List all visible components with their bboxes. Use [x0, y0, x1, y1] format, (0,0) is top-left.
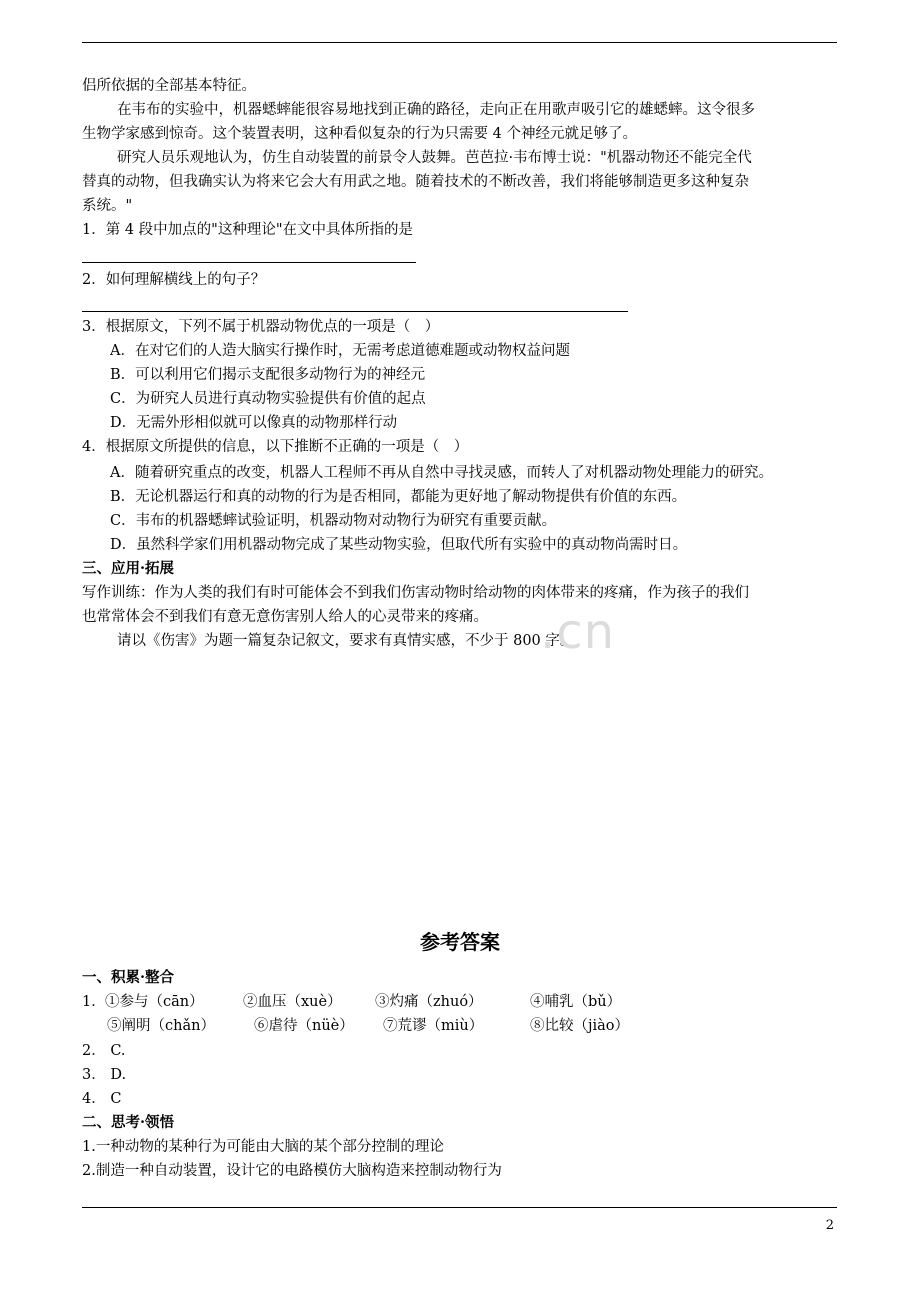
- section-3-heading: 三、应用·拓展: [82, 560, 175, 577]
- answer-b2: 2.制造一种自动装置，设计它的电路模仿大脑构造来控制动物行为: [82, 1163, 502, 1179]
- question-3-option-d: D．无需外形相似就可以像真的动物那样行动: [110, 415, 398, 431]
- answer-2: 2． C.: [82, 1043, 126, 1059]
- answer-3: 3． D.: [82, 1067, 127, 1083]
- question-3-stem: 3．根据原文，下列不属于机器动物优点的一项是（ ）: [82, 319, 440, 335]
- pinyin-item: ①参与（cān）: [105, 994, 204, 1010]
- question-3-option-a: A．在对它们的人造大脑实行操作时，无需考虑道德难题或动物权益问题: [110, 343, 570, 359]
- footer-rule: [82, 1207, 837, 1208]
- watermark: .cn: [540, 604, 616, 660]
- answer-4: 4． C: [82, 1091, 122, 1107]
- question-3-option-c: C．为研究人员进行真动物实验提供有价值的起点: [110, 391, 426, 407]
- pinyin-item: ③灼痛（zhuó）: [375, 994, 483, 1010]
- question-3-option-b: B．可以利用它们揭示支配很多动物行为的神经元: [110, 367, 426, 383]
- passage-paragraph-3-line-2: 替真的动物，但我确实认为将来它会大有用武之地。随着技术的不断改善，我们将能够制造更多这种复杂: [82, 174, 749, 190]
- pinyin-item: ⑦荒谬（miù）: [383, 1018, 484, 1034]
- question-4-option-c: C．韦布的机器蟋蟀试验证明，机器动物对动物行为研究有重要贡献。: [110, 513, 557, 529]
- question-4-option-b: B．无论机器运行和真的动物的行为是否相同，都能为更好地了解动物提供有价值的东西。: [110, 489, 687, 505]
- pinyin-item: ⑥虐待（nüè）: [254, 1018, 354, 1034]
- passage-paragraph-2-line-1: 在韦布的实验中，机器蟋蟀能很容易地找到正确的路径，走向正在用歌声吸引它的雄蟋蟀。这令很多: [117, 102, 755, 118]
- passage-paragraph-3-line-3: 系统。": [82, 198, 133, 214]
- page-number: 2: [825, 1218, 834, 1233]
- question-4-option-d: D．虽然科学家们用机器动物完成了某些动物实验，但取代所有实验中的真动物尚需时日。: [110, 537, 688, 553]
- answer-blank-1[interactable]: [82, 262, 416, 263]
- passage-paragraph-tail: 侣所依据的全部基本特征。: [82, 78, 256, 94]
- question-4-option-a: A．随着研究重点的改变，机器人工程师不再从自然中寻找灵感，而转人了对机器动物处理能力的研究。: [110, 465, 773, 481]
- question-4-stem: 4．根据原文所提供的信息，以下推断不正确的一项是（ ）: [82, 439, 469, 455]
- pinyin-item: ⑤阐明（chǎn）: [107, 1018, 215, 1034]
- answer-b1: 1.一种动物的某种行为可能由大脑的某个部分控制的理论: [82, 1139, 444, 1155]
- passage-paragraph-2-line-2: 生物学家感到惊奇。这个装置表明，这种看似复杂的行为只需要 4 个神经元就足够了。: [82, 126, 637, 142]
- writing-task-line-2: 也常常体会不到我们有意无意伤害别人给人的心灵带来的疼痛。: [82, 609, 488, 625]
- answer-1-prefix: 1．: [82, 994, 106, 1010]
- answers-section-2-heading: 二、思考·领悟: [82, 1114, 175, 1131]
- answers-section-1-heading: 一、积累·整合: [82, 969, 175, 986]
- answers-title: 参考答案: [420, 930, 500, 954]
- question-1: 1．第 4 段中加点的"这种理论"在文中具体所指的是: [82, 222, 414, 238]
- pinyin-item: ⑧比较（jiào）: [530, 1018, 630, 1034]
- question-2: 2．如何理解横线上的句子？: [82, 272, 266, 288]
- writing-task-line-1: 写作训练：作为人类的我们有时可能体会不到我们伤害动物时给动物的肉体带来的疼痛，作为孩子的我们: [82, 585, 749, 601]
- passage-paragraph-3-line-1: 研究人员乐观地认为，仿生自动装置的前景令人鼓舞。芭芭拉·韦布博士说："机器动物还不能完全代: [117, 150, 752, 166]
- writing-task-line-3: 请以《伤害》为题一篇复杂记叙文，要求有真情实感，不少于 800 字。: [117, 633, 575, 649]
- pinyin-item: ②血压（xuè）: [243, 994, 342, 1010]
- header-rule: [82, 42, 837, 43]
- answer-blank-2[interactable]: [82, 311, 628, 312]
- pinyin-item: ④哺乳（bǔ）: [530, 994, 622, 1010]
